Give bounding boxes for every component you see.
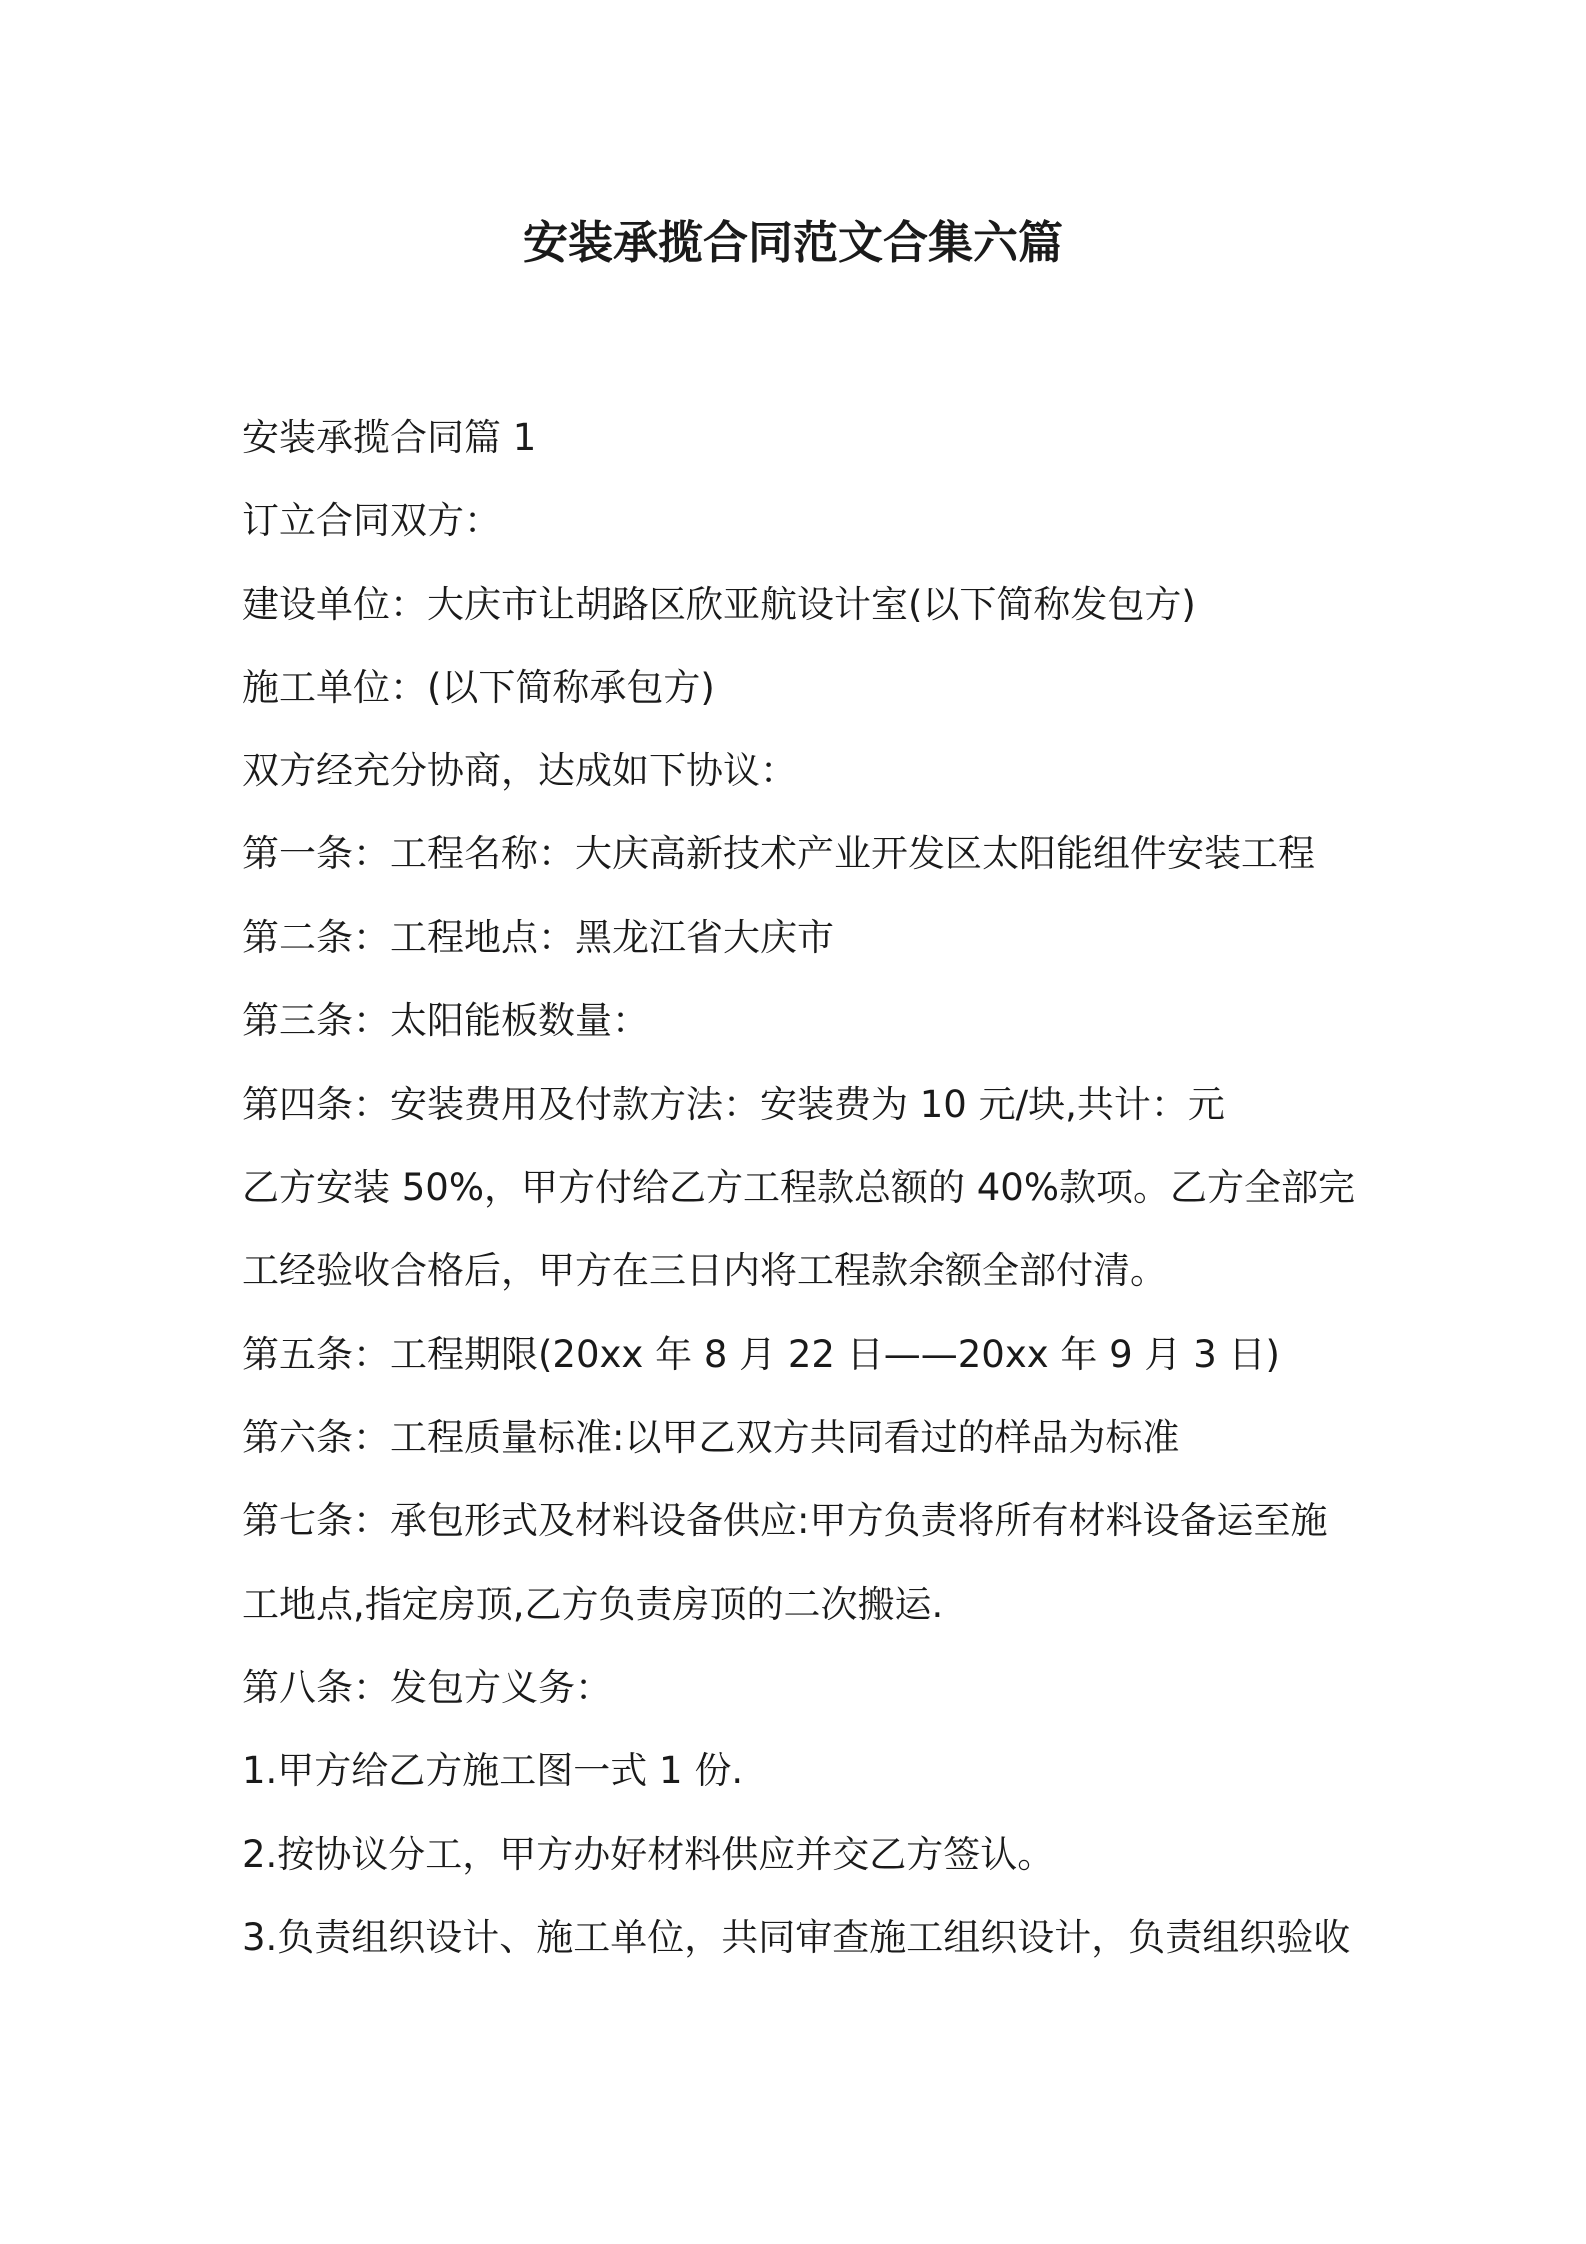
paragraph-line: 工地点,指定房顶,乙方负责房顶的二次搬运. bbox=[242, 1583, 944, 1626]
paragraph-line: 第二条：工程地点：黑龙江省大庆市 bbox=[242, 916, 834, 959]
paragraph-line: 施工单位：(以下简称承包方) bbox=[242, 666, 715, 709]
section-heading: 安装承揽合同篇 1 bbox=[242, 416, 537, 459]
paragraph-line: 第七条：承包形式及材料设备供应:甲方负责将所有材料设备运至施 bbox=[242, 1499, 1328, 1542]
paragraph-line: 第五条：工程期限(20xx 年 8 月 22 日——20xx 年 9 月 3 日) bbox=[242, 1333, 1280, 1376]
paragraph-line: 第六条：工程质量标准:以甲乙双方共同看过的样品为标准 bbox=[242, 1416, 1180, 1459]
paragraph-line: 第八条：发包方义务： bbox=[242, 1666, 612, 1709]
paragraph-line: 双方经充分协商，达成如下协议： bbox=[242, 749, 797, 792]
paragraph-line: 订立合同双方： bbox=[242, 499, 501, 542]
paragraph-line: 乙方安装 50%，甲方付给乙方工程款总额的 40%款项。乙方全部完 bbox=[242, 1166, 1355, 1209]
paragraph-line: 1.甲方给乙方施工图一式 1 份. bbox=[242, 1749, 744, 1792]
document-title: 安装承揽合同范文合集六篇 bbox=[522, 216, 1063, 269]
paragraph-line: 第一条：工程名称：大庆高新技术产业开发区太阳能组件安装工程 bbox=[242, 832, 1315, 875]
paragraph-line: 第三条：太阳能板数量： bbox=[242, 999, 649, 1042]
paragraph-line: 第四条：安装费用及付款方法：安装费为 10 元/块,共计：元 bbox=[242, 1083, 1225, 1126]
paragraph-line: 工经验收合格后，甲方在三日内将工程款余额全部付清。 bbox=[242, 1249, 1167, 1292]
paragraph-line: 2.按协议分工，甲方办好材料供应并交乙方签认。 bbox=[242, 1833, 1055, 1876]
paragraph-line: 建设单位：大庆市让胡路区欣亚航设计室(以下简称发包方) bbox=[242, 583, 1196, 626]
paragraph-line: 3.负责组织设计、施工单位，共同审查施工组织设计，负责组织验收 bbox=[242, 1916, 1351, 1959]
